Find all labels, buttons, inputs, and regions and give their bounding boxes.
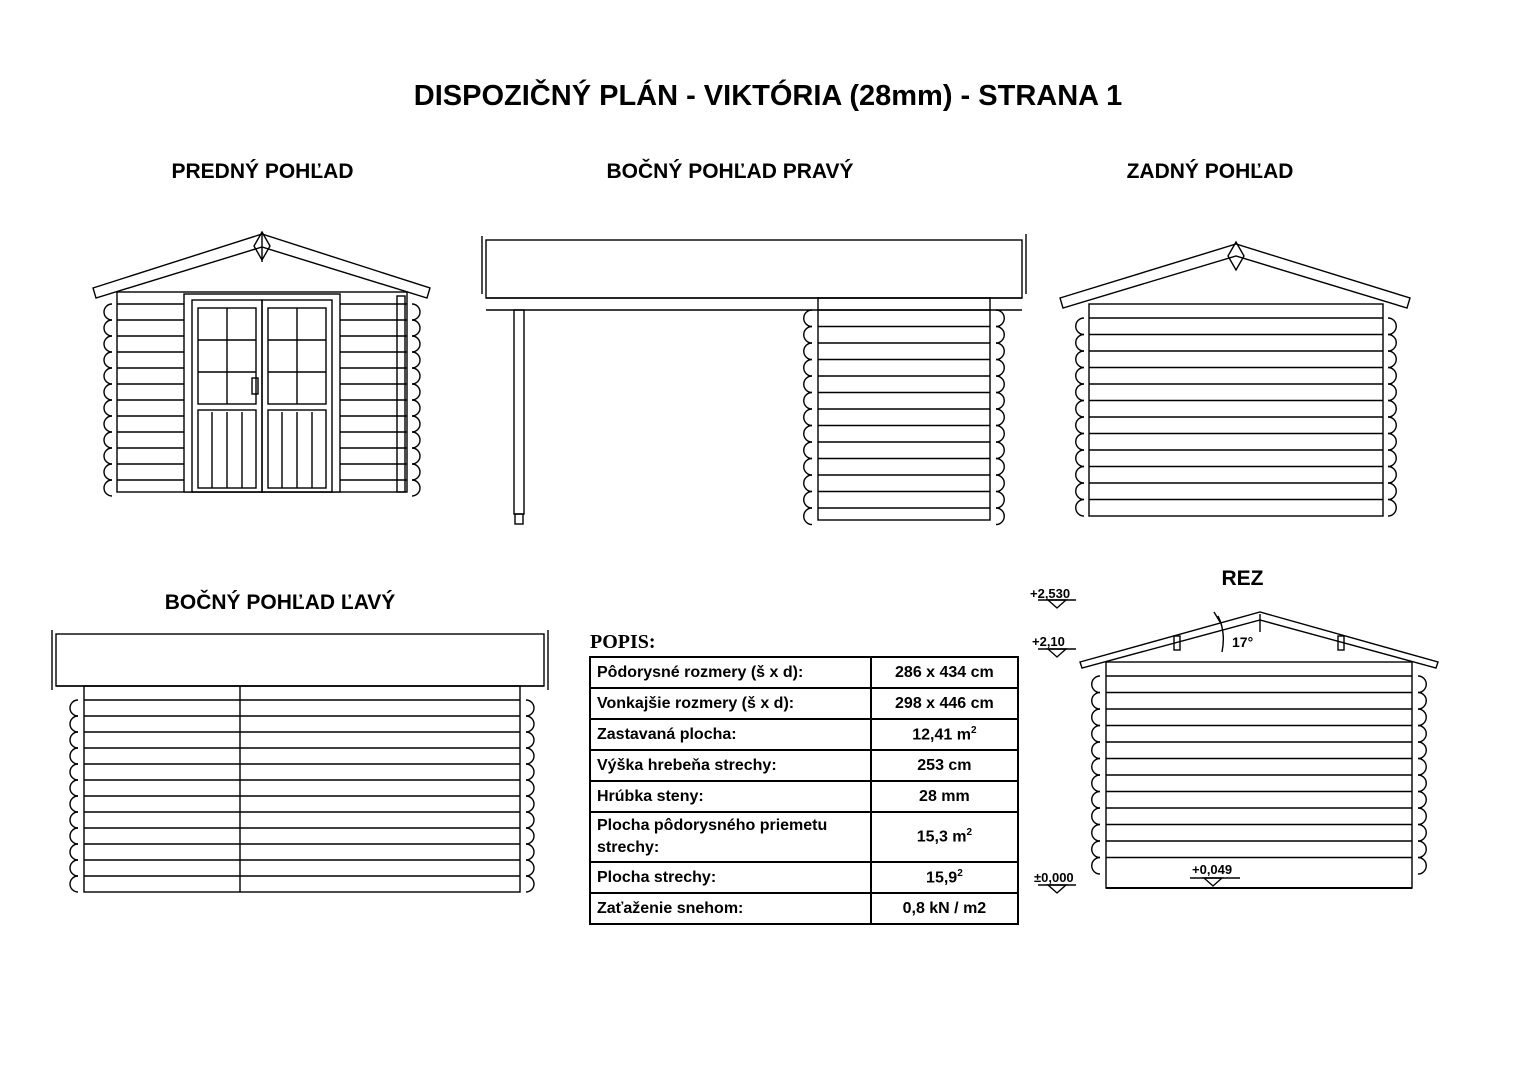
spec-row xyxy=(590,862,1018,893)
side-right-view-drawing xyxy=(482,234,1026,525)
spec-label: Zastavaná plocha: xyxy=(590,719,871,750)
spec-value-text: 28 mm xyxy=(919,787,970,805)
spec-row xyxy=(590,750,1018,781)
spec-value xyxy=(871,750,1018,781)
page-title: DISPOZIČNÝ PLÁN - VIKTÓRIA (28mm) - STRANA 1 xyxy=(413,80,1123,112)
spec-value xyxy=(871,657,1018,688)
spec-row xyxy=(590,688,1018,719)
spec-value-text: 253 cm xyxy=(917,756,972,774)
spec-value-text: 12,41 m xyxy=(912,726,971,744)
spec-value xyxy=(871,688,1018,719)
spec-row xyxy=(590,719,1018,750)
spec-label: Výška hrebeňa strechy: xyxy=(590,750,871,781)
spec-value-text: 286 x 434 cm xyxy=(895,663,994,681)
spec-label: Plocha strechy: xyxy=(590,862,871,893)
level-210: +2,10 xyxy=(1032,634,1065,649)
level-0000: ±0,000 xyxy=(1034,870,1074,885)
spec-value xyxy=(871,862,1018,893)
spec-label: Vonkajšie rozmery (š x d): xyxy=(590,688,871,719)
spec-label: Plocha pôdorysného priemetu strechy: xyxy=(590,812,871,862)
back-view-drawing xyxy=(1060,242,1410,516)
front-view-label: PREDNÝ POHĽAD xyxy=(171,160,354,183)
spec-row xyxy=(590,657,1018,688)
spec-value-text: 0,8 kN / m2 xyxy=(902,899,987,917)
spec-value xyxy=(871,812,1018,862)
spec-value-superscript: 2 xyxy=(957,867,963,879)
side-left-view-label: BOČNÝ POHĽAD ĽAVÝ xyxy=(164,591,396,614)
spec-value xyxy=(871,893,1018,924)
spec-table xyxy=(589,656,1019,925)
spec-label: Pôdorysné rozmery (š x d): xyxy=(590,657,871,688)
roof-angle: 17° xyxy=(1232,634,1254,650)
spec-value-text: 298 x 446 cm xyxy=(895,694,994,712)
spec-label: Zaťaženie snehom: xyxy=(590,893,871,924)
spec-value-superscript: 2 xyxy=(970,724,977,736)
section-view-label: REZ xyxy=(1221,567,1264,590)
level-0049: +0,049 xyxy=(1192,862,1233,877)
front-view-drawing xyxy=(93,232,430,496)
popis-heading: POPIS: xyxy=(590,631,656,653)
spec-value-superscript: 2 xyxy=(966,827,973,839)
spec-row xyxy=(590,812,1018,862)
spec-value xyxy=(871,719,1018,750)
spec-label: Hrúbka steny: xyxy=(590,781,871,812)
spec-value xyxy=(871,781,1018,812)
side-left-view-drawing xyxy=(52,630,548,892)
spec-row xyxy=(590,781,1018,812)
spec-row xyxy=(590,893,1018,924)
level-2530: +2,530 xyxy=(1030,586,1071,601)
spec-value-text: 15,9 xyxy=(926,869,958,887)
back-view-label: ZADNÝ POHĽAD xyxy=(1126,160,1294,183)
side-right-view-label: BOČNÝ POHĽAD PRAVÝ xyxy=(606,160,854,183)
spec-value-text: 15,3 m xyxy=(916,828,967,846)
